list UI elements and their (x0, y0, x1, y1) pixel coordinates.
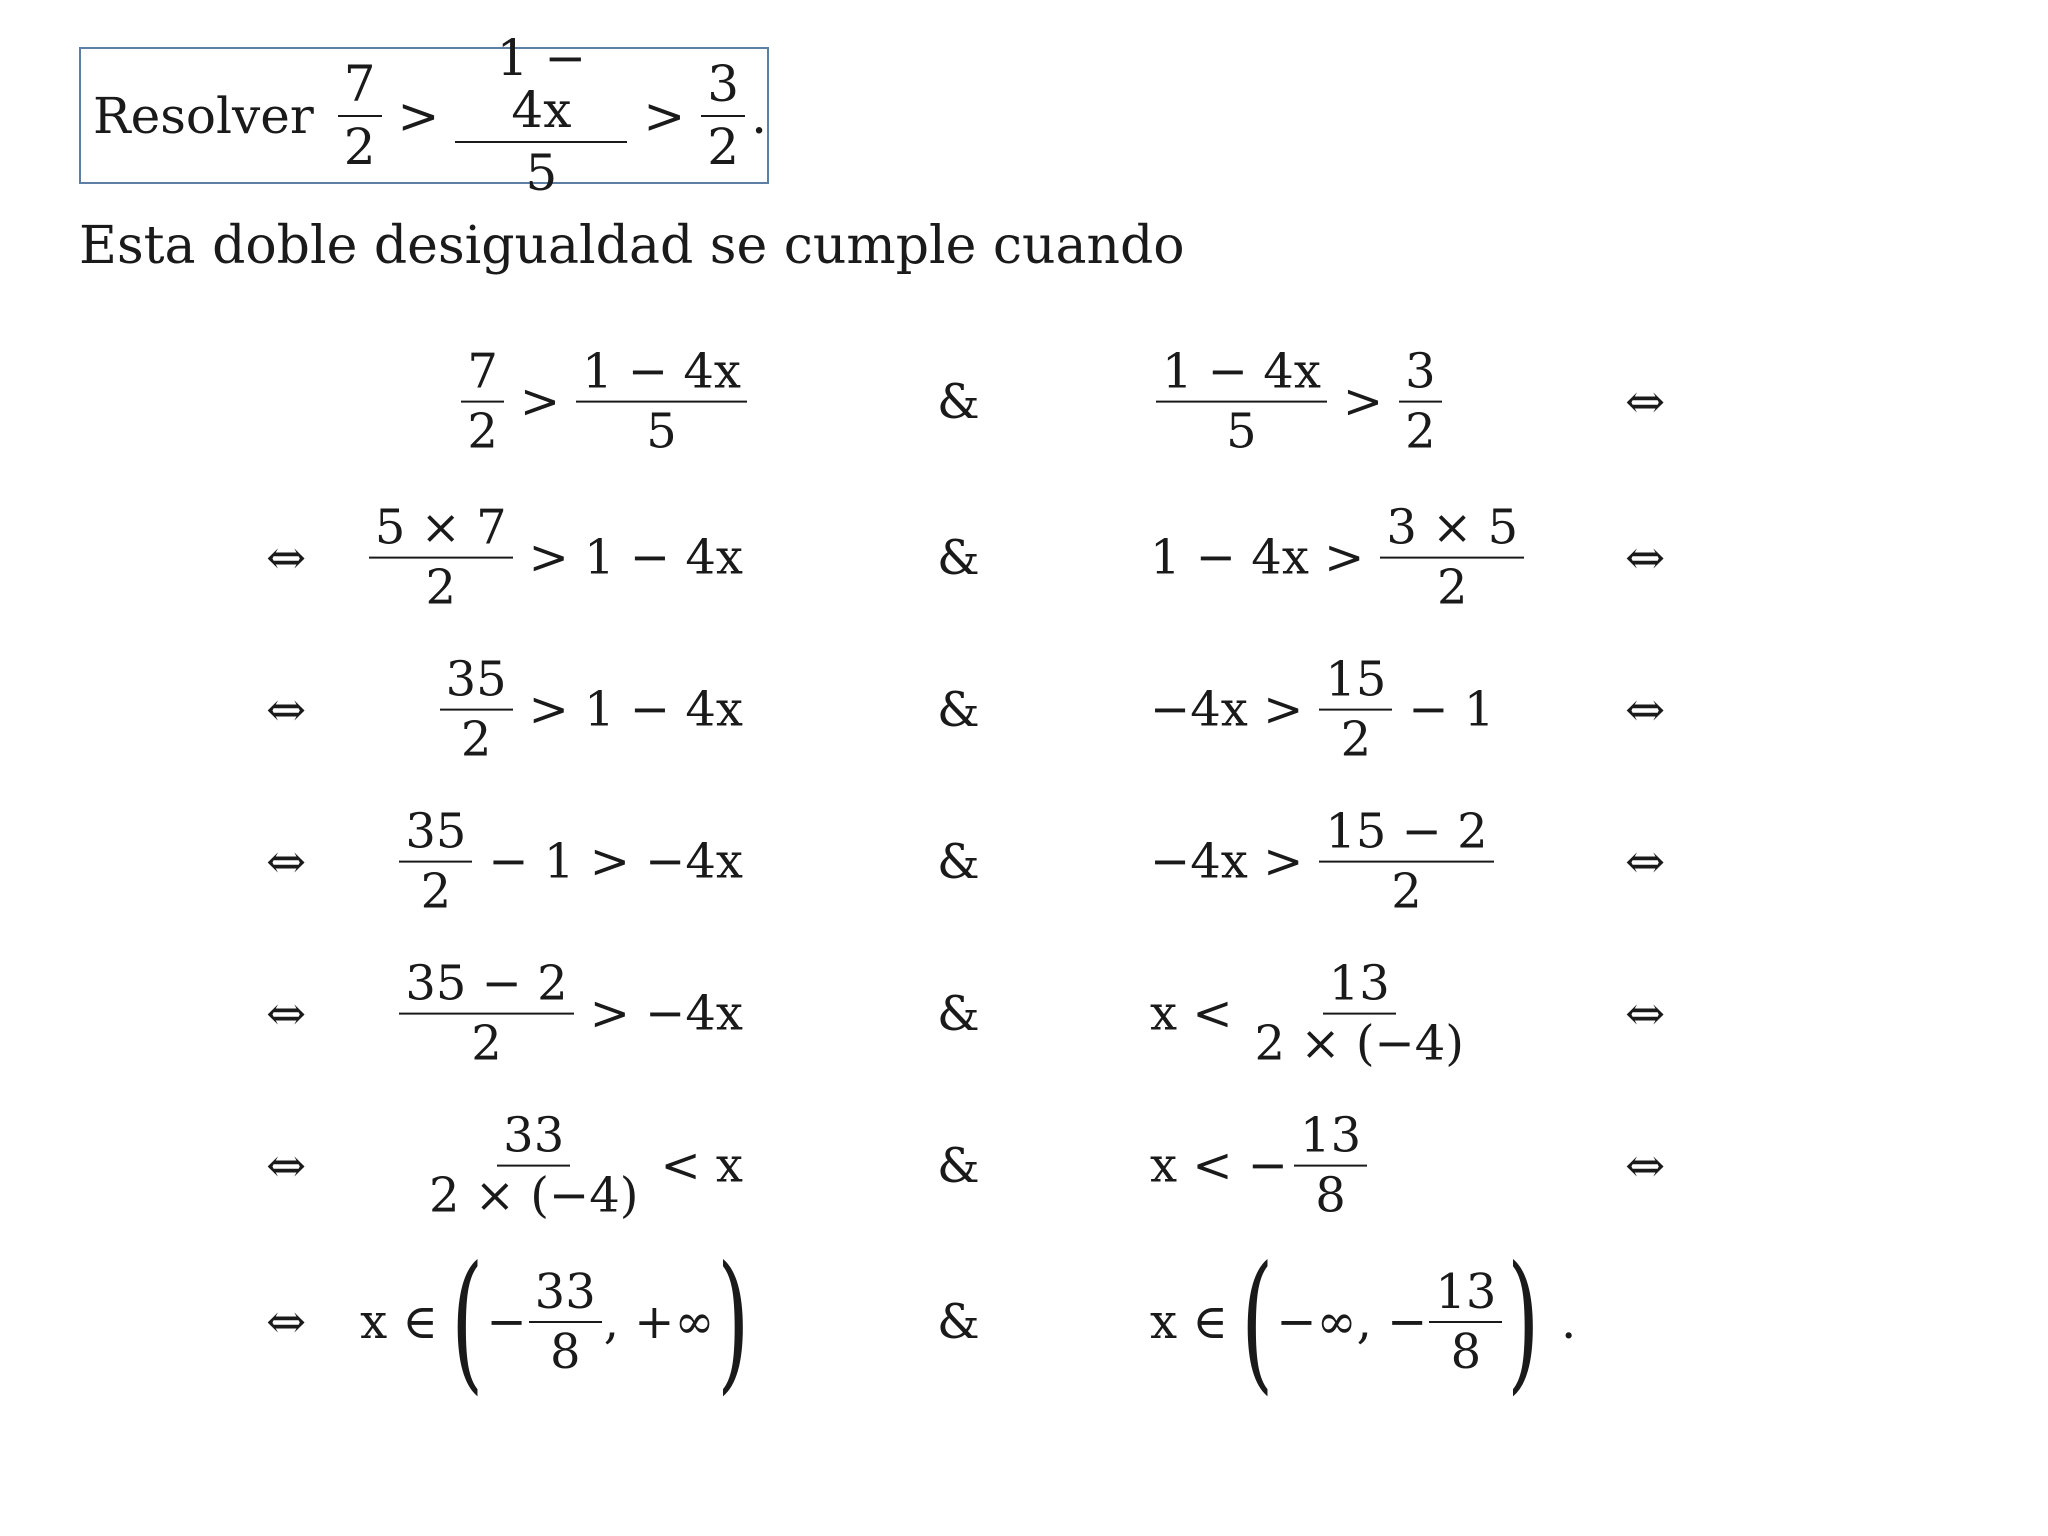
operator: > (519, 374, 561, 430)
problem-word: Resolver (93, 86, 314, 145)
fraction-numerator: 15 (1319, 655, 1392, 711)
fraction-denominator: 2 × (−4) (1254, 1016, 1465, 1072)
derivation-row-5 (0, 944, 2048, 1084)
greater-than-symbol: > (643, 86, 686, 145)
expression-tail: < x (660, 1138, 743, 1194)
right-paren: ) (717, 1235, 750, 1409)
fraction-denominator: 5 (525, 143, 558, 202)
fraction (1399, 343, 1442, 460)
iff-arrow-icon: ⇔ (266, 682, 307, 738)
iff-arrow-icon: ⇔ (1625, 986, 1666, 1042)
left-paren: ( (1241, 1235, 1274, 1409)
row-6-left-expression (417, 1107, 753, 1224)
fraction-denominator: 8 (549, 1324, 581, 1380)
fraction (440, 651, 513, 768)
intro-sentence: Esta doble desigualdad se cumple cuando (79, 216, 1185, 276)
iff-arrow-icon: ⇔ (1625, 682, 1666, 738)
fraction-numerator: 3 (701, 58, 745, 117)
row-3-right-expression (1150, 651, 1504, 768)
iff-arrow-icon: ⇔ (1625, 1138, 1666, 1194)
fraction-denominator: 2 (420, 864, 452, 920)
expression-head: x ∈ (360, 1294, 438, 1350)
row-6-right-expression (1150, 1107, 1373, 1224)
fraction (369, 499, 513, 616)
row-4-right-expression (1150, 803, 1500, 920)
and-symbol: & (937, 530, 980, 586)
fraction (423, 1107, 644, 1224)
fraction-denominator: 2 (1436, 560, 1468, 616)
fraction-numerator: 1 − 4x (1156, 347, 1327, 403)
derivation-row-2 (0, 488, 2048, 628)
fraction (1249, 955, 1470, 1072)
fraction-numerator: 7 (338, 58, 382, 117)
fraction-numerator: 13 (1429, 1267, 1502, 1323)
expression-tail: > −4x (589, 986, 743, 1042)
iff-arrow-icon: ⇔ (266, 530, 307, 586)
fraction (1380, 499, 1524, 616)
fraction-denominator: 2 (467, 404, 498, 460)
iff-arrow-icon: ⇔ (266, 1138, 307, 1194)
fraction-numerator: 7 (461, 347, 504, 403)
expression-tail: − 1 > −4x (488, 834, 743, 890)
fraction-denominator: 2 (1405, 404, 1436, 460)
fraction-denominator: 2 × (−4) (428, 1168, 639, 1224)
expression-head: x < (1150, 986, 1233, 1042)
expression-tail: > 1 − 4x (528, 530, 743, 586)
row-3-left-expression (434, 651, 753, 768)
iff-arrow-icon: ⇔ (266, 834, 307, 890)
fraction (399, 803, 472, 920)
fraction-denominator: 5 (646, 404, 677, 460)
fraction-numerator: 15 − 2 (1319, 807, 1493, 863)
fraction-numerator: 33 (529, 1267, 602, 1323)
fraction-numerator: 13 (1294, 1111, 1367, 1167)
fraction (576, 343, 747, 460)
iff-arrow-icon: ⇔ (1625, 374, 1666, 430)
fraction (1319, 803, 1493, 920)
iff-arrow-icon: ⇔ (1625, 530, 1666, 586)
fraction-denominator: 2 (1340, 712, 1372, 768)
row-5-left-expression (393, 955, 753, 1072)
row-5-right-expression (1150, 955, 1476, 1072)
derivation-row-6 (0, 1096, 2048, 1236)
fraction-denominator: 2 (707, 117, 740, 176)
greater-than-symbol: > (397, 86, 440, 145)
operator: > (1342, 374, 1384, 430)
fraction-denominator: 5 (1226, 404, 1257, 460)
fraction (399, 955, 573, 1072)
interval-lower-bound: −∞, − (1276, 1294, 1428, 1350)
and-symbol: & (937, 682, 980, 738)
fraction (1294, 1107, 1367, 1224)
iff-arrow-icon: ⇔ (266, 986, 307, 1042)
row-2-left-expression (363, 499, 753, 616)
and-symbol: & (937, 986, 980, 1042)
expression-tail: > 1 − 4x (528, 682, 743, 738)
row-7-right-expression (1150, 1235, 1577, 1409)
row-1-right-expression (1150, 343, 1448, 460)
fraction (1429, 1263, 1502, 1380)
fraction-numerator: 1 − 4x (455, 32, 627, 143)
fraction-denominator: 8 (1450, 1324, 1482, 1380)
fraction (461, 343, 504, 460)
iff-arrow-icon: ⇔ (266, 1294, 307, 1350)
expression-head: 1 − 4x > (1150, 530, 1365, 586)
right-paren: ) (1507, 1235, 1540, 1409)
fraction-denominator: 2 (425, 560, 456, 616)
fraction-numerator: 33 (497, 1111, 570, 1167)
fraction (529, 1263, 602, 1380)
interval-upper-bound: , +∞ (603, 1294, 715, 1350)
fraction-numerator: 13 (1323, 959, 1396, 1015)
minus-sign: − (486, 1294, 527, 1350)
row-7-left-expression (360, 1235, 753, 1409)
and-symbol: & (937, 834, 980, 890)
expression-head: −4x > (1150, 682, 1304, 738)
fraction-denominator: 8 (1315, 1168, 1346, 1224)
fraction-numerator: 5 × 7 (369, 503, 513, 559)
row-1-left-expression (455, 343, 753, 460)
left-paren: ( (451, 1235, 484, 1409)
fraction-numerator: 3 × 5 (1380, 503, 1524, 559)
fraction-denominator: 2 (343, 117, 376, 176)
row-4-left-expression (393, 803, 753, 920)
problem-fraction-1 (338, 55, 382, 176)
period: . (1560, 1294, 1577, 1350)
and-symbol: & (937, 1138, 980, 1194)
derivation-row-3 (0, 640, 2048, 780)
problem-statement-box (79, 28, 769, 202)
fraction-denominator: 2 (471, 1016, 502, 1072)
derivation-row-1 (0, 332, 2048, 472)
fraction-numerator: 1 − 4x (576, 347, 747, 403)
derivation-row-7 (0, 1235, 2048, 1409)
iff-arrow-icon: ⇔ (1625, 834, 1666, 890)
problem-fraction-2 (455, 28, 627, 202)
derivation-row-4 (0, 792, 2048, 932)
and-symbol: & (937, 374, 980, 430)
expression-head: x < − (1150, 1138, 1289, 1194)
fraction-numerator: 35 − 2 (399, 959, 573, 1015)
and-symbol: & (937, 1294, 980, 1350)
fraction-numerator: 3 (1399, 347, 1442, 403)
fraction-denominator: 2 (460, 712, 492, 768)
expression-tail: − 1 (1408, 682, 1495, 738)
fraction-numerator: 35 (399, 807, 472, 863)
fraction (1156, 343, 1327, 460)
period: . (751, 86, 767, 145)
expression-head: x ∈ (1150, 1294, 1228, 1350)
fraction (1319, 651, 1392, 768)
fraction-numerator: 35 (440, 655, 513, 711)
row-2-right-expression (1150, 499, 1530, 616)
expression-head: −4x > (1150, 834, 1304, 890)
problem-fraction-3 (701, 55, 745, 176)
fraction-denominator: 2 (1391, 864, 1422, 920)
